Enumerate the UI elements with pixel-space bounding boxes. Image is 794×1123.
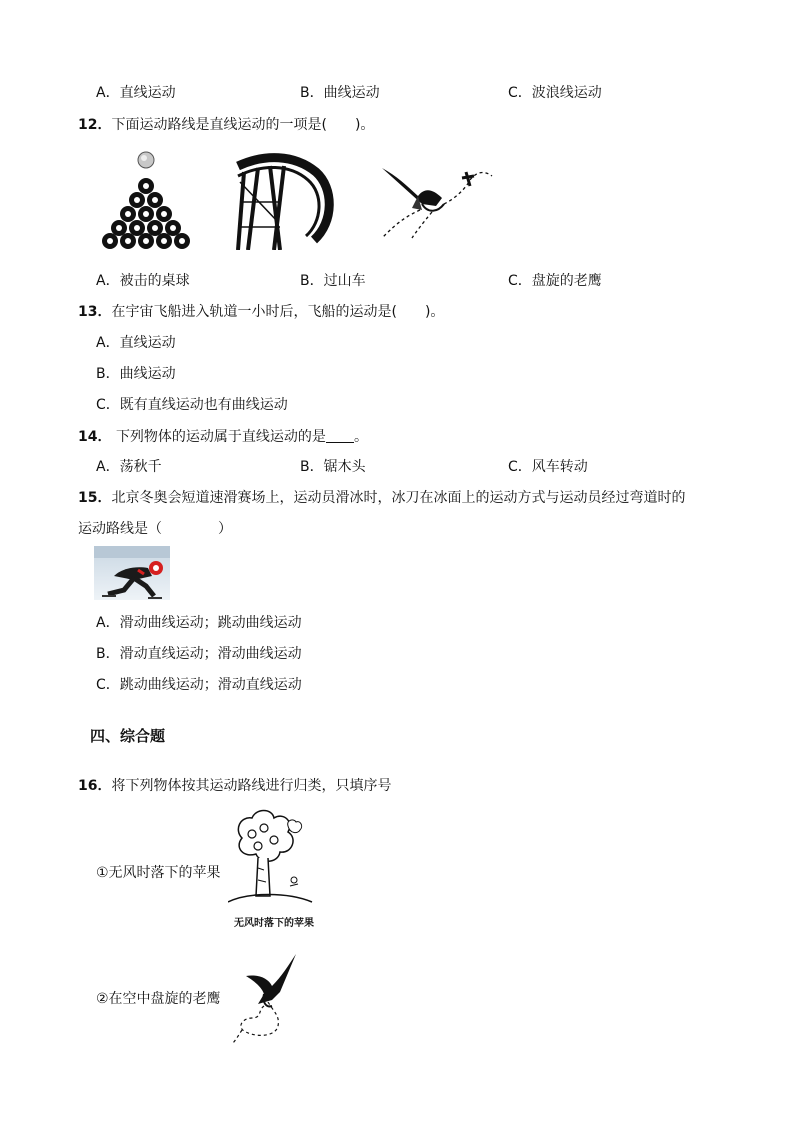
q11-option-a[interactable]: A．直线运动	[96, 85, 176, 101]
q13-option-c[interactable]: C．既有直线运动也有曲线运动	[96, 397, 288, 413]
q14-option-b[interactable]: B．锯木头	[300, 459, 366, 475]
q13-stem	[78, 301, 444, 321]
q14-stem	[78, 426, 368, 446]
circling-eagle-image	[228, 952, 300, 1046]
q16-stem	[78, 775, 391, 795]
roller-coaster-image	[234, 152, 338, 250]
q15-option-a[interactable]: A．滑动曲线运动；跳动曲线运动	[96, 615, 302, 631]
q13-option-a[interactable]: A．直线运动	[96, 335, 176, 351]
q12-number: 12．	[78, 117, 112, 133]
speed-skater-image	[94, 546, 170, 600]
billiard-balls-image	[100, 150, 192, 250]
q15-option-c[interactable]: C．跳动曲线运动；滑动直线运动	[96, 677, 302, 693]
q14-option-a[interactable]: A．荡秋千	[96, 459, 162, 475]
q14-text-end: 。	[353, 429, 368, 445]
q13-text: 在宇宙飞船进入轨道一小时后，飞船的运动是( )。	[111, 304, 445, 320]
q14-option-c[interactable]: C．风车转动	[508, 459, 588, 475]
q12-text: 下面运动路线是直线运动的一项是( )。	[111, 117, 375, 133]
q16-item-2-label: ②在空中盘旋的老鹰	[96, 991, 221, 1007]
q14-answer-blank[interactable]	[326, 428, 354, 443]
q15-text-1: 北京冬奥会短道速滑赛场上，运动员滑冰时，冰刀在冰面上的运动方式与运动员经过弯道时的	[111, 490, 686, 506]
section-title: 四、综合题	[90, 727, 166, 745]
q16-item-1-label: ①无风时落下的苹果	[96, 865, 221, 881]
apple-tree-image	[228, 808, 314, 930]
q14-number: 14．	[78, 429, 112, 445]
apple-tree-caption: 无风时落下的苹果	[234, 918, 314, 929]
q14-text: 下列物体的运动属于直线运动的是	[115, 429, 326, 445]
q12-stem	[78, 114, 374, 134]
eagle-image	[372, 158, 496, 246]
q12-option-c[interactable]: C．盘旋的老鹰	[508, 273, 602, 289]
q13-number: 13．	[78, 304, 112, 320]
q11-option-c[interactable]: C．波浪线运动	[508, 85, 602, 101]
q13-option-b[interactable]: B．曲线运动	[96, 366, 176, 382]
q11-option-b[interactable]: B．曲线运动	[300, 85, 380, 101]
q16-number: 16．	[78, 778, 112, 794]
q15-stem-line2: 运动路线是（ ）	[78, 521, 232, 537]
q12-option-b[interactable]: B．过山车	[300, 273, 366, 289]
q15-stem-line1	[78, 487, 685, 507]
q15-number: 15．	[78, 490, 112, 506]
q15-option-b[interactable]: B．滑动直线运动；滑动曲线运动	[96, 646, 302, 662]
q16-text: 将下列物体按其运动路线进行归类，只填序号	[111, 778, 392, 794]
q12-option-a[interactable]: A．被击的桌球	[96, 273, 190, 289]
